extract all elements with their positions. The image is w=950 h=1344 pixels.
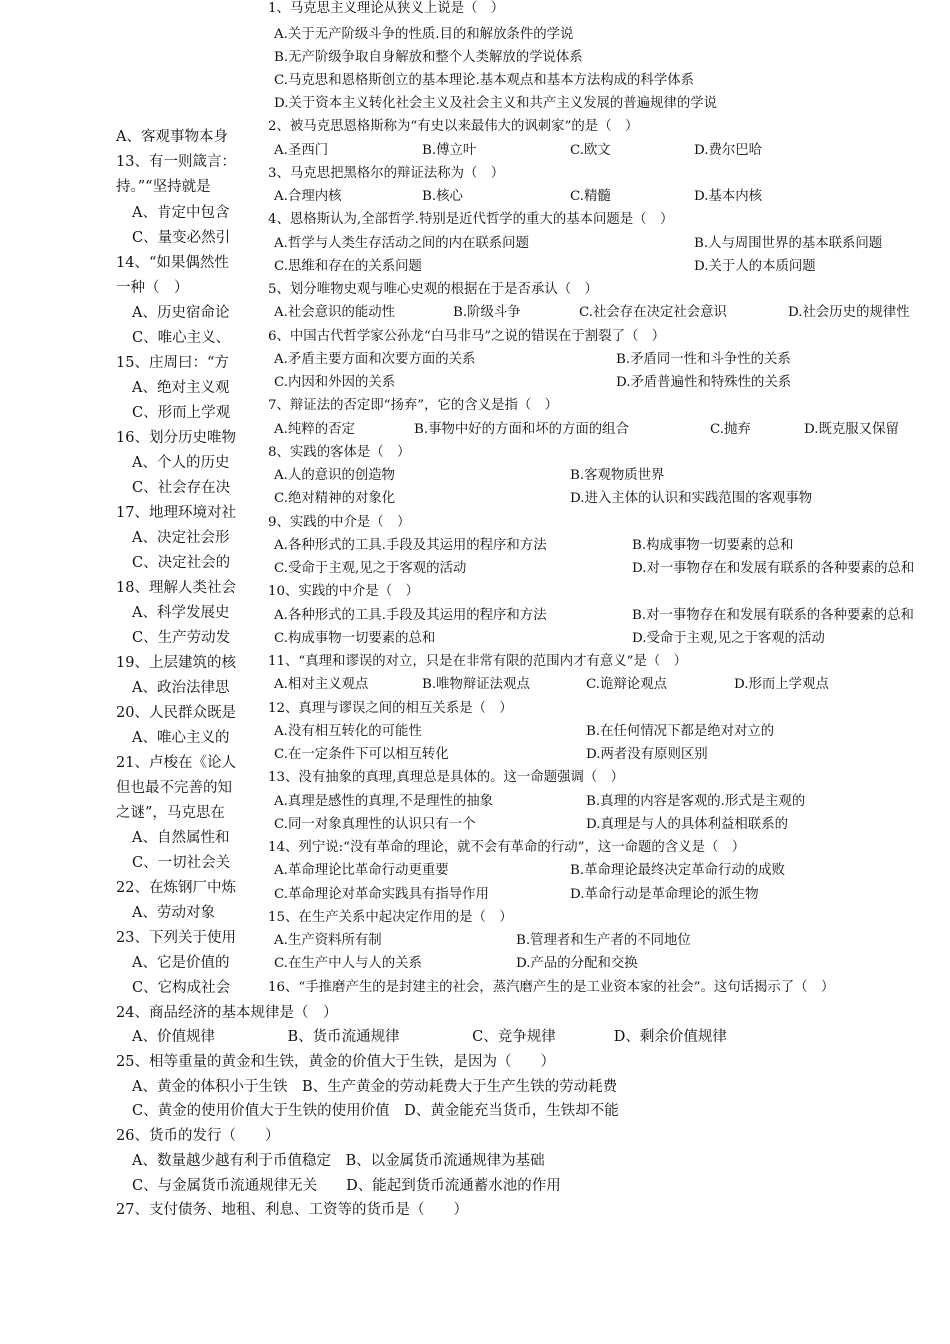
answer-option: C.革命理论对革命实践具有指导作用 (274, 887, 489, 902)
answer-option: A.纯粹的否定 (274, 422, 355, 437)
back-text-line: 15、庄周曰：“方 (116, 355, 229, 371)
question-text: 12、真理与谬误之间的相互关系是（ ） (268, 701, 513, 716)
back-text-line: A、它是价值的 (132, 955, 230, 971)
question-text: 1、马克思主义理论从狭义上说是（ ） (268, 1, 505, 16)
back-text-line: 一种（ ） (116, 280, 189, 296)
question-text: 6、中国古代哲学家公孙龙“白马非马”之说的错误在于割裂了（ ） (268, 329, 666, 344)
question-text: 2、被马克思恩格斯称为“有史以来最伟大的讽刺家”的是（ ） (268, 119, 639, 134)
question-text: 11、“真理和谬误的对立，只是在非常有限的范围内才有意义”是（ ） (268, 654, 688, 669)
answer-option: A.哲学与人类生存活动之间的内在联系问题 (274, 236, 529, 251)
answer-option: D.关于资本主义转化社会主义及社会主义和共产主义发展的普遍规律的学说 (274, 96, 718, 111)
answer-option: B.无产阶级争取自身解放和整个人类解放的学说体系 (274, 50, 583, 65)
question-text: 10、实践的中介是（ ） (268, 584, 419, 599)
back-text-line: C、一切社会关 (132, 855, 231, 871)
answer-option: D.真理是与人的具体利益相联系的 (586, 817, 788, 832)
answer-option: C.构成事物一切要素的总和 (274, 631, 436, 646)
question-text: 15、在生产关系中起决定作用的是（ ） (268, 910, 513, 925)
back-text-line: C、生产劳动发 (132, 630, 231, 646)
back-text-line: A、唯心主义的 (132, 730, 230, 746)
answer-option: A.真理是感性的真理,不是理性的抽象 (274, 794, 494, 809)
question-text: 5、划分唯物史观与唯心史观的根据在于是否承认（ ） (268, 282, 598, 297)
answer-option: B.对一事物存在和发展有联系的各种要素的总和 (632, 608, 914, 623)
back-text-line: 21、卢梭在《论人 (116, 755, 236, 771)
answer-option: D.受命于主观,见之于客观的活动 (632, 631, 825, 646)
back-text-line: 13、有一则箴言： (116, 154, 236, 170)
answer-option: C.在一定条件下可以相互转化 (274, 747, 449, 762)
answer-option: B.人与周围世界的基本联系问题 (694, 236, 883, 251)
question-text: 3、马克思把黑格尔的辩证法称为（ ） (268, 166, 505, 181)
back-text-line: A、绝对主义观 (132, 380, 230, 396)
back-text-line: A、政治法律思 (132, 680, 230, 696)
answer-option: D.对一事物存在和发展有联系的各种要素的总和 (632, 561, 915, 576)
answer-option: A.人的意识的创造物 (274, 468, 396, 483)
answer-option: C.受命于主观,见之于客观的活动 (274, 561, 467, 576)
question-text: 16、“手推磨产生的是封建主的社会，蒸汽磨产生的是工业资本家的社会”。这句话揭示了（ ） (268, 980, 835, 995)
back-text-line: A、科学发展史 (132, 605, 230, 621)
back-text-line: C、社会存在决 (132, 480, 231, 496)
answer-option: C.社会存在决定社会意识 (579, 305, 727, 320)
answer-option: D.形而上学观点 (734, 677, 829, 692)
back-text-line: 持。”“坚持就是 (116, 179, 211, 195)
back-text-line: 20、人民群众既是 (116, 705, 236, 721)
back-text-line: A、个人的历史 (132, 455, 230, 471)
question-text: 9、实践的中介是（ ） (268, 515, 411, 530)
back-text-line: 19、上层建筑的核 (116, 655, 236, 671)
answer-option: B.革命理论最终决定革命行动的成败 (570, 863, 785, 878)
answer-option: C.马克思和恩格斯创立的基本理论.基本观点和基本方法构成的科学体系 (274, 73, 694, 88)
answer-option: D.关于人的本质问题 (694, 259, 816, 274)
answer-option: D.革命行动是革命理论的派生物 (570, 887, 759, 902)
back-text-line: 但也最不完善的知 (116, 780, 232, 796)
back-text-line: 14、“如果偶然性 (116, 255, 229, 271)
back-text-line: A、数量越少越有利于币值稳定 B、以金属货币流通规律为基础 (132, 1153, 545, 1169)
answer-option: B.在任何情况下都是绝对对立的 (586, 724, 775, 739)
answer-option: B.客观物质世界 (570, 468, 665, 483)
answer-option: C.在生产中人与人的关系 (274, 956, 422, 971)
answer-option: C.诡辩论观点 (586, 677, 667, 692)
answer-option: A.各种形式的工具.手段及其运用的程序和方法 (274, 538, 547, 553)
answer-option: D.产品的分配和交换 (516, 956, 638, 971)
answer-option: B.管理者和生产者的不同地位 (516, 933, 691, 948)
answer-option: C.思维和存在的关系问题 (274, 259, 422, 274)
answer-option: C.绝对精神的对象化 (274, 491, 396, 506)
back-text-line: 之谜”，马克思在 (116, 805, 225, 821)
back-text-line: 23、下列关于使用 (116, 930, 236, 946)
back-text-line: A、劳动对象 (132, 905, 215, 921)
question-text: 8、实践的客体是（ ） (268, 445, 411, 460)
back-text-line: C、与金属货币流通规律无关 D、能起到货币流通蓄水池的作用 (132, 1178, 561, 1194)
back-text-line: C、形而上学观 (132, 405, 231, 421)
back-text-line: 17、地理环境对社 (116, 505, 236, 521)
answer-option: A.关于无产阶级斗争的性质.目的和解放条件的学说 (274, 27, 574, 42)
answer-option: D.社会历史的规律性 (788, 305, 910, 320)
back-text-line: 25、相等重量的黄金和生铁，黄金的价值大于生铁，是因为（ ） (116, 1054, 555, 1070)
back-text-line: A、价值规律 B、货币流通规律 C、竞争规律 D、剩余价值规律 (132, 1029, 727, 1045)
answer-option: D.费尔巴哈 (694, 143, 763, 158)
answer-option: A.没有相互转化的可能性 (274, 724, 422, 739)
back-text-line: A、肯定中包含 (132, 205, 230, 221)
answer-option: D.既克服又保留 (804, 422, 899, 437)
answer-option: B.事物中好的方面和坏的方面的组合 (414, 422, 629, 437)
answer-option: D.基本内核 (694, 189, 763, 204)
answer-option: A.社会意识的能动性 (274, 305, 396, 320)
back-text-line: 16、划分历史唯物 (116, 430, 236, 446)
answer-option: C.抛弃 (710, 422, 751, 437)
back-text-line: A、历史宿命论 (132, 305, 230, 321)
back-text-line: C、黄金的使用价值大于生铁的使用价值 D、黄金能充当货币，生铁却不能 (132, 1103, 619, 1119)
answer-option: A.各种形式的工具.手段及其运用的程序和方法 (274, 608, 547, 623)
answer-option: D.矛盾普遍性和特殊性的关系 (616, 375, 792, 390)
question-text: 7、辩证法的否定即“扬弃”，它的含义是指（ ） (268, 398, 559, 413)
answer-option: D.两者没有原则区别 (586, 747, 708, 762)
answer-option: A.矛盾主要方面和次要方面的关系 (274, 352, 476, 367)
back-text-line: C、决定社会的 (132, 555, 231, 571)
question-text: 4、恩格斯认为,全部哲学.特别是近代哲学的重大的基本问题是（ ） (268, 212, 674, 227)
back-text-line: 22、在炼钢厂中炼 (116, 880, 236, 896)
answer-option: B.傅立叶 (422, 143, 477, 158)
back-text-line: 27、支付债务、地租、利息、工资等的货币是（ ） (116, 1202, 468, 1218)
answer-option: A.合理内核 (274, 189, 342, 204)
back-text-line: C、量变必然引 (132, 230, 231, 246)
answer-option: C.精髓 (570, 189, 611, 204)
answer-option: A.圣西门 (274, 143, 329, 158)
back-text-line: 18、理解人类社会 (116, 580, 236, 596)
answer-option: B.矛盾同一性和斗争性的关系 (616, 352, 791, 367)
answer-option: A.生产资料所有制 (274, 933, 382, 948)
back-text-line: 24、商品经济的基本规律是（ ） (116, 1005, 338, 1021)
back-text-line: C、它构成社会 (132, 980, 231, 996)
back-text-line: A、黄金的体积小于生铁 B、生产黄金的劳动耗费大于生产生铁的劳动耗费 (132, 1079, 618, 1095)
answer-option: A.革命理论比革命行动更重要 (274, 863, 449, 878)
answer-option: A.相对主义观点 (274, 677, 369, 692)
back-text-line: A、决定社会形 (132, 530, 230, 546)
back-text-line: A、客观事物本身 (116, 129, 228, 145)
answer-option: B.阶级斗争 (453, 305, 521, 320)
answer-option: C.同一对象真理性的认识只有一个 (274, 817, 476, 832)
back-text-line: C、唯心主义、 (132, 330, 231, 346)
question-text: 13、没有抽象的真理,真理总是具体的。这一命题强调（ ） (268, 770, 625, 785)
answer-option: C.欧文 (570, 143, 611, 158)
back-text-line: 26、货币的发行（ ） (116, 1128, 280, 1144)
answer-option: D.进入主体的认识和实践范围的客观事物 (570, 491, 813, 506)
answer-option: B.核心 (422, 189, 463, 204)
answer-option: C.内因和外因的关系 (274, 375, 396, 390)
answer-option: B.唯物辩证法观点 (422, 677, 530, 692)
back-text-line: A、自然属性和 (132, 830, 230, 846)
answer-option: B.构成事物一切要素的总和 (632, 538, 794, 553)
answer-option: B.真理的内容是客观的.形式是主观的 (586, 794, 806, 809)
overlapping-question-sheet (258, 0, 950, 995)
question-text: 14、列宁说:“没有革命的理论，就不会有革命的行动”，这一命题的含义是（ ） (268, 840, 746, 855)
